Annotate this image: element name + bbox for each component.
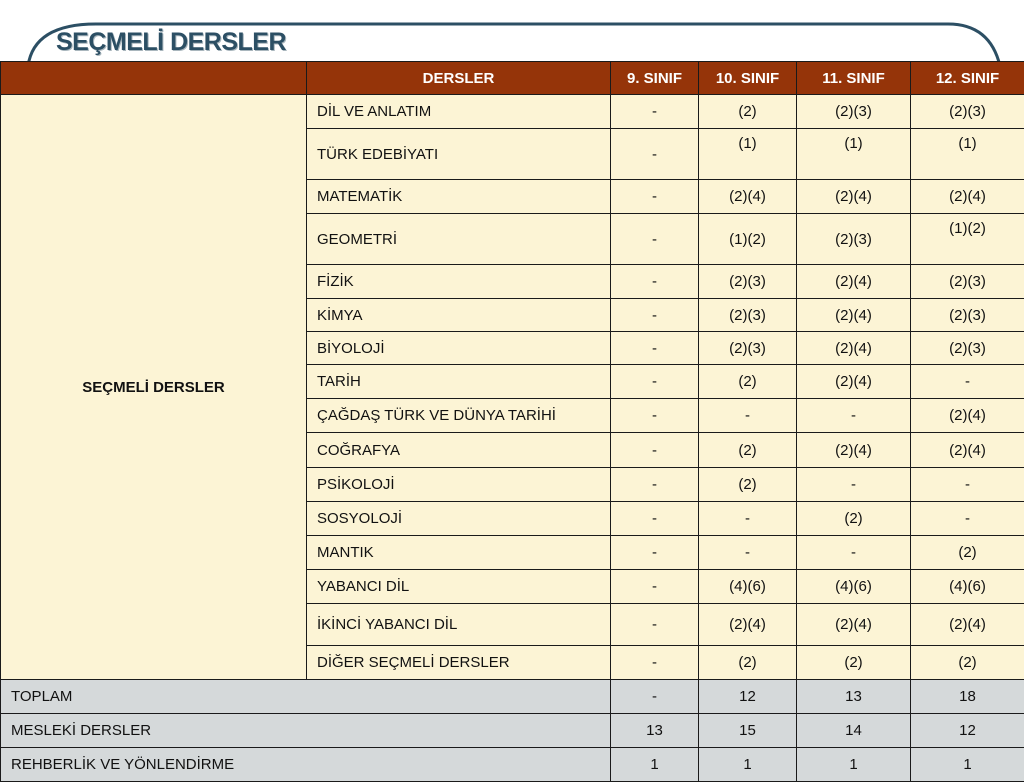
group-label-cell: SEÇMELİ DERSLER bbox=[1, 95, 307, 680]
value-cell: (2)(4) bbox=[797, 365, 911, 399]
value-cell: (2)(4) bbox=[797, 433, 911, 468]
column-header: DERSLER bbox=[307, 62, 611, 95]
value-cell: - bbox=[611, 129, 699, 180]
value-cell: (1)(2) bbox=[911, 214, 1024, 265]
value-cell: - bbox=[611, 536, 699, 570]
course-name-cell: SOSYOLOJİ bbox=[307, 502, 611, 536]
value-cell: - bbox=[911, 468, 1024, 502]
value-cell: (2)(4) bbox=[797, 299, 911, 332]
value-cell: - bbox=[611, 468, 699, 502]
value-cell: 15 bbox=[699, 714, 797, 748]
value-cell: (2)(4) bbox=[797, 604, 911, 646]
course-name-cell: FİZİK bbox=[307, 265, 611, 299]
value-cell: - bbox=[611, 180, 699, 214]
value-cell: (2) bbox=[699, 365, 797, 399]
value-cell: 18 bbox=[911, 680, 1024, 714]
value-cell: - bbox=[611, 433, 699, 468]
value-cell: (2)(3) bbox=[911, 265, 1024, 299]
footer-label-cell: REHBERLİK VE YÖNLENDİRME bbox=[1, 748, 611, 782]
value-cell: (2)(3) bbox=[797, 214, 911, 265]
column-header: 10. SINIF bbox=[699, 62, 797, 95]
value-cell: (4)(6) bbox=[797, 570, 911, 604]
value-cell: (2) bbox=[699, 468, 797, 502]
column-header: 12. SINIF bbox=[911, 62, 1024, 95]
value-cell: - bbox=[699, 536, 797, 570]
value-cell: - bbox=[611, 502, 699, 536]
course-name-cell: TÜRK EDEBİYATI bbox=[307, 129, 611, 180]
course-name-cell: GEOMETRİ bbox=[307, 214, 611, 265]
value-cell: 12 bbox=[911, 714, 1024, 748]
value-cell: - bbox=[611, 265, 699, 299]
value-cell: - bbox=[911, 365, 1024, 399]
value-cell: 1 bbox=[699, 748, 797, 782]
value-cell: - bbox=[611, 570, 699, 604]
value-cell: (2) bbox=[699, 646, 797, 680]
value-cell: (2)(3) bbox=[911, 332, 1024, 365]
value-cell: (2)(4) bbox=[911, 604, 1024, 646]
vocational-row bbox=[1, 714, 1024, 748]
course-name-cell: MANTIK bbox=[307, 536, 611, 570]
value-cell: (2) bbox=[797, 502, 911, 536]
value-cell: (1) bbox=[699, 129, 797, 180]
value-cell: 1 bbox=[911, 748, 1024, 782]
course-name-cell: BİYOLOJİ bbox=[307, 332, 611, 365]
value-cell: - bbox=[611, 604, 699, 646]
course-name-cell: COĞRAFYA bbox=[307, 433, 611, 468]
value-cell: - bbox=[611, 365, 699, 399]
value-cell: (2)(4) bbox=[797, 180, 911, 214]
course-name-cell: YABANCI DİL bbox=[307, 570, 611, 604]
header-empty-cell bbox=[1, 62, 307, 95]
value-cell: (2)(3) bbox=[699, 299, 797, 332]
value-cell: - bbox=[699, 399, 797, 433]
value-cell: - bbox=[797, 536, 911, 570]
value-cell: (1) bbox=[797, 129, 911, 180]
value-cell: (2)(4) bbox=[797, 265, 911, 299]
course-name-cell: DİĞER SEÇMELİ DERSLER bbox=[307, 646, 611, 680]
value-cell: (2) bbox=[699, 95, 797, 129]
guidance-row bbox=[1, 748, 1024, 782]
value-cell: (1) bbox=[911, 129, 1024, 180]
course-name-cell: ÇAĞDAŞ TÜRK VE DÜNYA TARİHİ bbox=[307, 399, 611, 433]
courses-table bbox=[0, 61, 1024, 782]
value-cell: - bbox=[611, 332, 699, 365]
value-cell: - bbox=[699, 502, 797, 536]
value-cell: - bbox=[911, 502, 1024, 536]
value-cell: - bbox=[611, 646, 699, 680]
total-row bbox=[1, 680, 1024, 714]
value-cell: - bbox=[611, 399, 699, 433]
value-cell: - bbox=[611, 680, 699, 714]
value-cell: (2) bbox=[911, 536, 1024, 570]
course-name-cell: TARİH bbox=[307, 365, 611, 399]
value-cell: - bbox=[797, 468, 911, 502]
value-cell: (2) bbox=[699, 433, 797, 468]
footer-label-cell: TOPLAM bbox=[1, 680, 611, 714]
value-cell: (2)(4) bbox=[699, 180, 797, 214]
column-header: 11. SINIF bbox=[797, 62, 911, 95]
value-cell: (2)(4) bbox=[699, 604, 797, 646]
course-name-cell: MATEMATİK bbox=[307, 180, 611, 214]
column-header: 9. SINIF bbox=[611, 62, 699, 95]
footer-label-cell: MESLEKİ DERSLER bbox=[1, 714, 611, 748]
value-cell: (4)(6) bbox=[911, 570, 1024, 604]
value-cell: 1 bbox=[611, 748, 699, 782]
value-cell: (1)(2) bbox=[699, 214, 797, 265]
value-cell: (2)(3) bbox=[911, 95, 1024, 129]
value-cell: 13 bbox=[611, 714, 699, 748]
value-cell: (2)(4) bbox=[911, 399, 1024, 433]
value-cell: 13 bbox=[797, 680, 911, 714]
value-cell: 14 bbox=[797, 714, 911, 748]
page-title: SEÇMELİ DERSLER bbox=[56, 30, 286, 55]
value-cell: (2)(3) bbox=[911, 299, 1024, 332]
course-name-cell: KİMYA bbox=[307, 299, 611, 332]
value-cell: 1 bbox=[797, 748, 911, 782]
value-cell: (2)(3) bbox=[699, 265, 797, 299]
course-name-cell: İKİNCİ YABANCI DİL bbox=[307, 604, 611, 646]
value-cell: - bbox=[611, 214, 699, 265]
value-cell: (4)(6) bbox=[699, 570, 797, 604]
value-cell: (2)(3) bbox=[699, 332, 797, 365]
value-cell: (2) bbox=[797, 646, 911, 680]
value-cell: (2)(4) bbox=[911, 433, 1024, 468]
value-cell: - bbox=[797, 399, 911, 433]
value-cell: (2)(4) bbox=[911, 180, 1024, 214]
value-cell: (2)(4) bbox=[797, 332, 911, 365]
value-cell: 12 bbox=[699, 680, 797, 714]
value-cell: - bbox=[611, 95, 699, 129]
value-cell: (2) bbox=[911, 646, 1024, 680]
course-name-cell: PSİKOLOJİ bbox=[307, 468, 611, 502]
table-row bbox=[1, 95, 1024, 129]
value-cell: - bbox=[611, 299, 699, 332]
course-name-cell: DİL VE ANLATIM bbox=[307, 95, 611, 129]
value-cell: (2)(3) bbox=[797, 95, 911, 129]
table-header-row bbox=[1, 62, 1024, 95]
